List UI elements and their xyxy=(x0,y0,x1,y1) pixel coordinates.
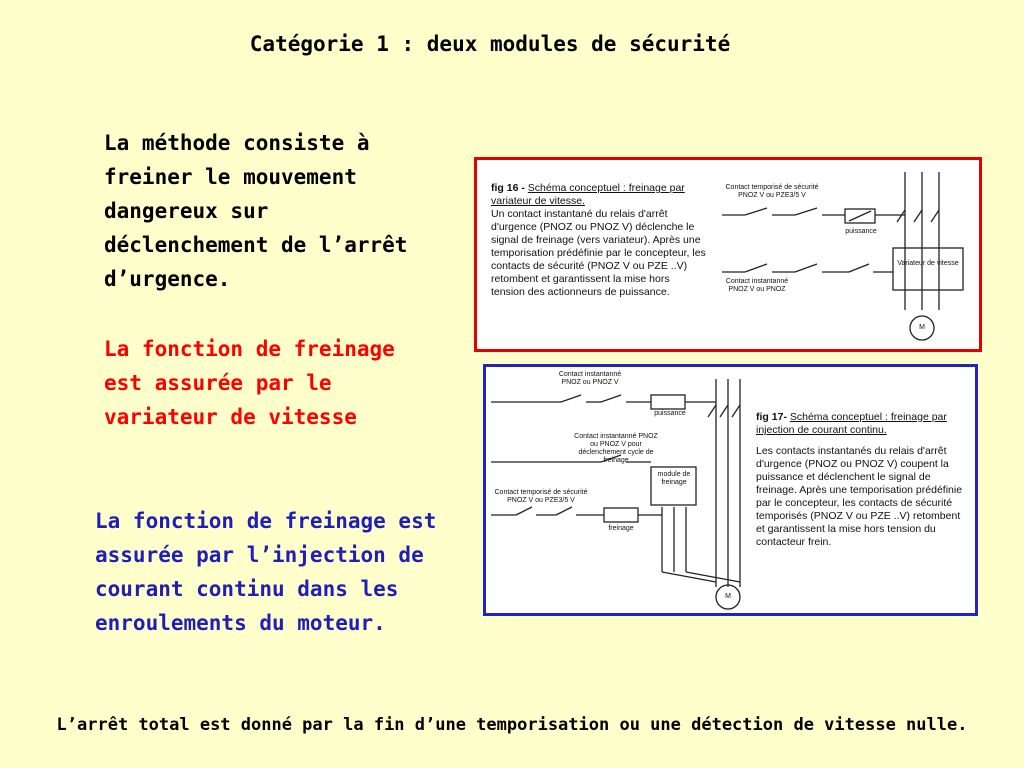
fig17-caption xyxy=(756,411,966,549)
fig16-diagram xyxy=(474,157,982,352)
variator-paragraph: La fonction de freinage est assurée par le variateur de vitesse xyxy=(104,337,395,429)
fig17-temp-contact-label: Contact temporisé de sécurité PNOZ V ou PZE3/5 V xyxy=(494,489,588,504)
fig17-inst-cycle-label: Contact instantanné PNOZ ou PNOZ V pour déclenchement cycle de freinage xyxy=(574,433,658,464)
bottom-note: L’arrêt total est donné par la fin d’une temporisation ou une détection de vitesse nulle. xyxy=(56,715,968,735)
fig17-motor-label: M xyxy=(725,593,731,600)
fig17-text: Les contacts instantanés du relais d'arrêt d'urgence (PNOZ ou PNOZ V) coupent la puissance et déclenchent le signal de freinage. Après une temporisation prédéfinie par le concepteur, les contacts de sécurité temporisés (PNOZ V ou PZE ..V) retombent et garantissent la mise hors tension du contacteur frein. xyxy=(756,445,963,548)
fig17-module-label: module de freinage xyxy=(657,471,691,486)
fig16-temp-contact-label: Contact temporisé de sécurité PNOZ V ou PZE3/5 V xyxy=(725,184,819,199)
fig16-inst-contact-label: Contact instantanné PNOZ V ou PNOZ xyxy=(725,278,789,293)
fig16-caption-heading: fig 16 - Schéma conceptuel : freinage par variateur de vitesse. xyxy=(491,182,685,207)
injection-paragraph: La fonction de freinage est assurée par l’injection de courant continu dans les enroulements du moteur. xyxy=(95,509,437,635)
fig17-inst-contact-label: Contact instantanné PNOZ ou PNOZ V xyxy=(558,371,622,386)
fig17-title: Schéma conceptuel : freinage par injection de courant continu. xyxy=(756,411,947,436)
fig17-number: fig 17 xyxy=(756,411,784,423)
method-paragraph: La méthode consiste à freiner le mouvement dangereux sur déclenchement de l’arrêt d’urgence. xyxy=(104,131,408,291)
page-title: Catégorie 1 : deux modules de sécurité xyxy=(249,32,731,56)
fig17-freinage-label: freinage xyxy=(608,525,634,532)
fig17-puissance-label: puissance xyxy=(654,410,686,417)
fig16-variateur-label: Variateur de vitesse xyxy=(897,260,959,267)
fig16-text: Un contact instantané du relais d'arrêt d'urgence (PNOZ ou PNOZ V) déclenche le signal de freinage (vers variateur). Après une temporisation prédéfinie par le concepteur, les contacts de sécurité (PNOZ V ou PZE ..V) retombent et garantissent la mise hors tension des actionneurs de puissance. xyxy=(491,208,706,298)
fig16-motor-label: M xyxy=(919,324,925,331)
fig16-number: fig 16 xyxy=(491,182,519,194)
fig16-caption xyxy=(491,182,706,299)
fig16-puissance-label: puissance xyxy=(845,228,877,235)
fig17-caption-heading: fig 17- Schéma conceptuel : freinage par injection de courant continu. xyxy=(756,411,947,436)
fig16-title: Schéma conceptuel : freinage par variateur de vitesse. xyxy=(491,182,685,207)
fig17-diagram xyxy=(483,364,978,616)
